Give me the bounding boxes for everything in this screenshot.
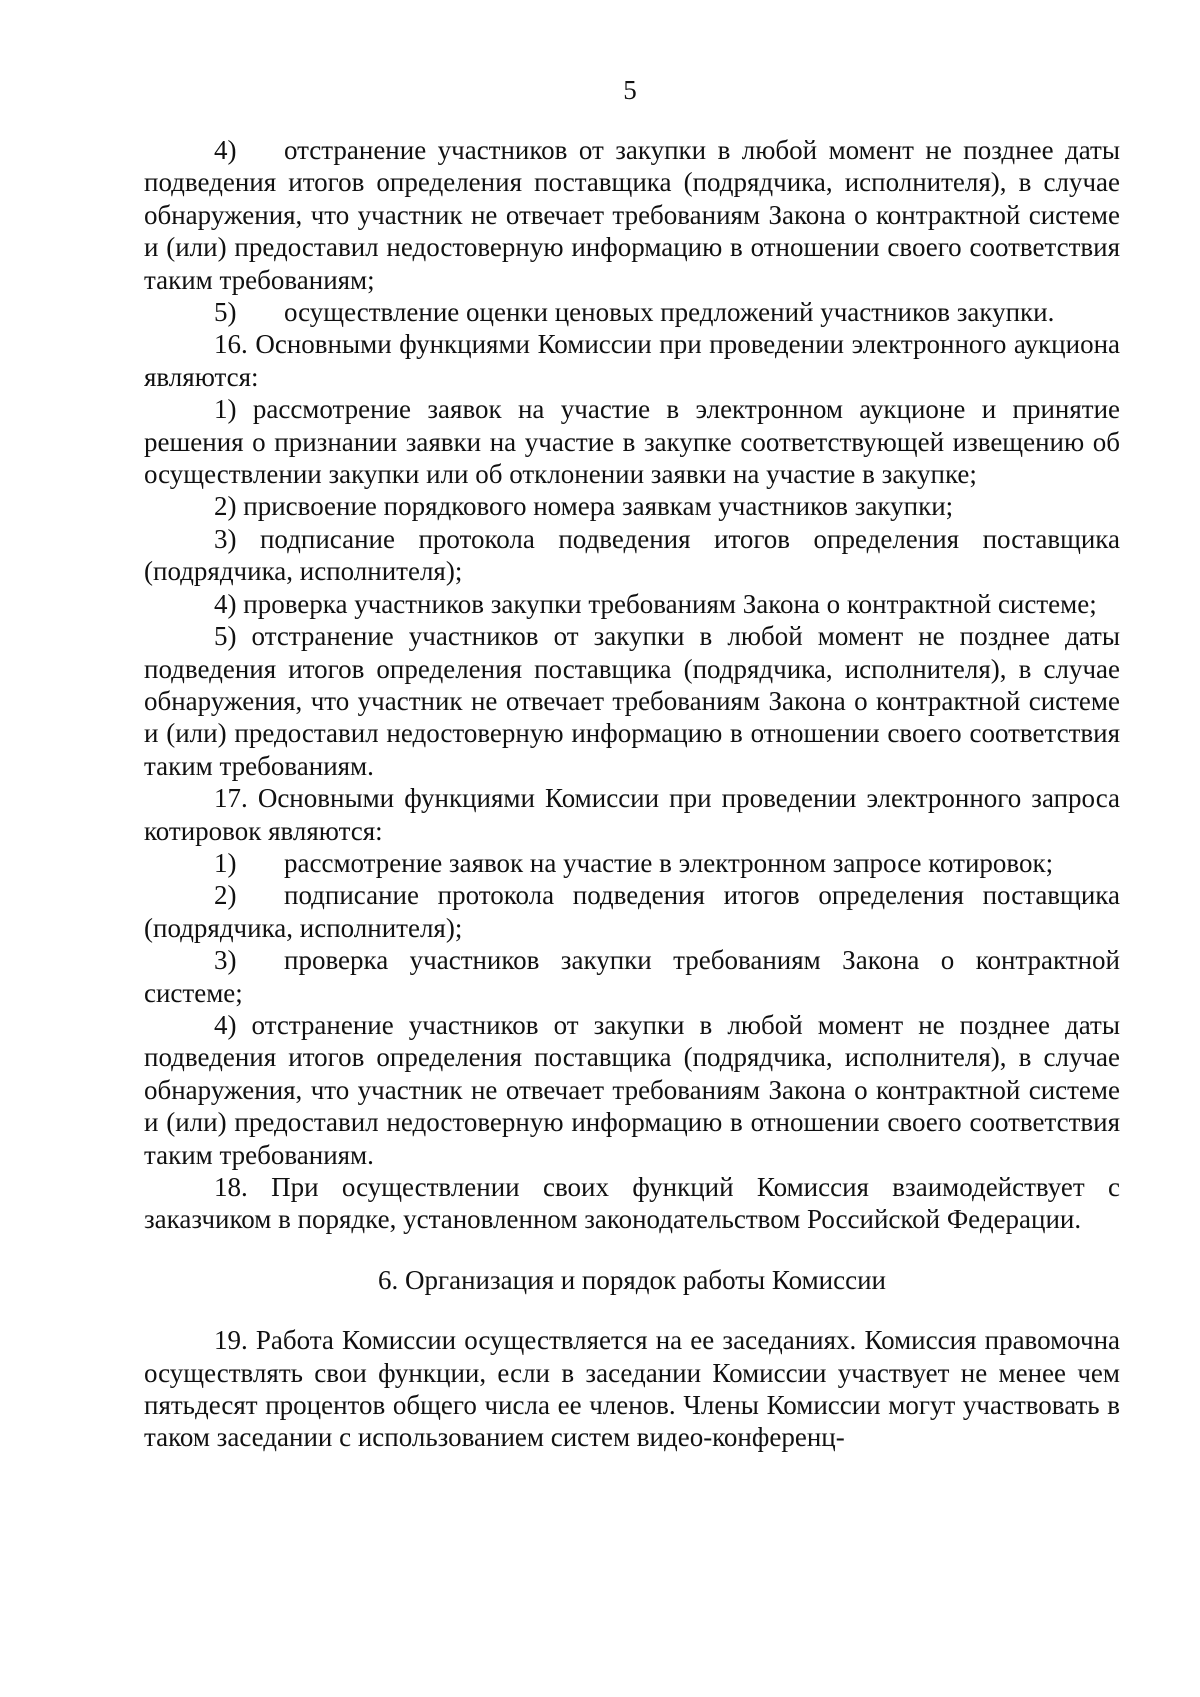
paragraph-clause: 17. Основными функциями Комиссии при проведении электронного запроса котировок являются:	[144, 783, 1120, 846]
page-number: 5	[623, 75, 637, 105]
paragraph-text: осуществление оценки ценовых предложений участников закупки.	[284, 297, 1055, 328]
paragraph-item	[144, 134, 1120, 296]
paragraph-subitem: 4) отстранение участников от закупки в любой момент не позднее даты подведения итогов определения поставщика (подрядчика, исполнителя), в случае обнаружения, что участник не отвечает требованиям Закона о контрактной системе и (или) предоставил недостоверную информацию в отношении своего соответствия таким требованиям.	[144, 1009, 1120, 1170]
paragraph-subitem: 5) отстранение участников от закупки в любой момент не позднее даты подведения итогов определения поставщика (подрядчика, исполнителя), в случае обнаружения, что участник не отвечает требованиям Закона о контрактной системе и (или) предоставил недостоверную информацию в отношении своего соответствия таким требованиям.	[144, 621, 1120, 781]
paragraph-subitem: 3) подписание протокола подведения итогов определения поставщика (подрядчика, исполнителя);	[144, 523, 1120, 587]
paragraph-subitem: 1) рассмотрение заявок на участие в электронном аукционе и принятие решения о признании заявки на участие в закупке соответствующей извещению об осуществлении закупки или об отклонении заявки на участие в закупке;	[144, 394, 1120, 490]
list-marker: 5)	[214, 297, 237, 328]
list-marker: 4)	[214, 135, 237, 165]
list-marker: 3)	[214, 945, 237, 976]
paragraph-item	[144, 296, 1120, 328]
paragraph-text: подписание протокола подведения итогов определения поставщика (подрядчика, исполнителя);	[144, 880, 1120, 943]
paragraph-item	[144, 944, 1120, 1009]
paragraph-item	[144, 879, 1120, 944]
list-marker: 2)	[214, 880, 237, 911]
paragraph-subitem: 2) присвоение порядкового номера заявкам участников закупки;	[214, 491, 954, 522]
section-heading: 6. Организация и порядок работы Комиссии	[378, 1264, 886, 1295]
paragraph-clause: 18. При осуществлении своих функций Комиссия взаимодействует с заказчиком в порядке, установленном законодательством Российской Федерации.	[144, 1172, 1120, 1235]
list-marker: 1)	[214, 847, 237, 878]
paragraph-item	[144, 847, 1120, 879]
paragraph-clause: 16. Основными функциями Комиссии при проведении электронного аукциона являются:	[144, 329, 1120, 392]
paragraph-clause: 19. Работа Комиссии осуществляется на ее заседаниях. Комиссия правомочна осуществлять свои функции, если в заседании Комиссии участвует не менее чем пятьдесят процентов общего числа ее членов. Члены Комиссии могут участвовать в таком заседании с использованием систем видео-конференц-	[144, 1325, 1120, 1453]
paragraph-text: отстранение участников от закупки в любой момент не позднее даты подведения итогов определения поставщика (подрядчика, исполнителя), в случае обнаружения, что участник не отвечает требованиям Закона о контрактной системе и (или) предоставил недостоверную информацию в отношении своего соответствия таким требованиям;	[144, 135, 1120, 295]
paragraph-subitem: 4) проверка участников закупки требованиям Закона о контрактной системе;	[214, 588, 1097, 619]
paragraph-text: проверка участников закупки требованиям Закона о контрактной системе;	[144, 945, 1120, 1008]
paragraph-text: рассмотрение заявок на участие в электронном запросе котировок;	[284, 847, 1054, 878]
document-body	[144, 134, 1120, 1454]
